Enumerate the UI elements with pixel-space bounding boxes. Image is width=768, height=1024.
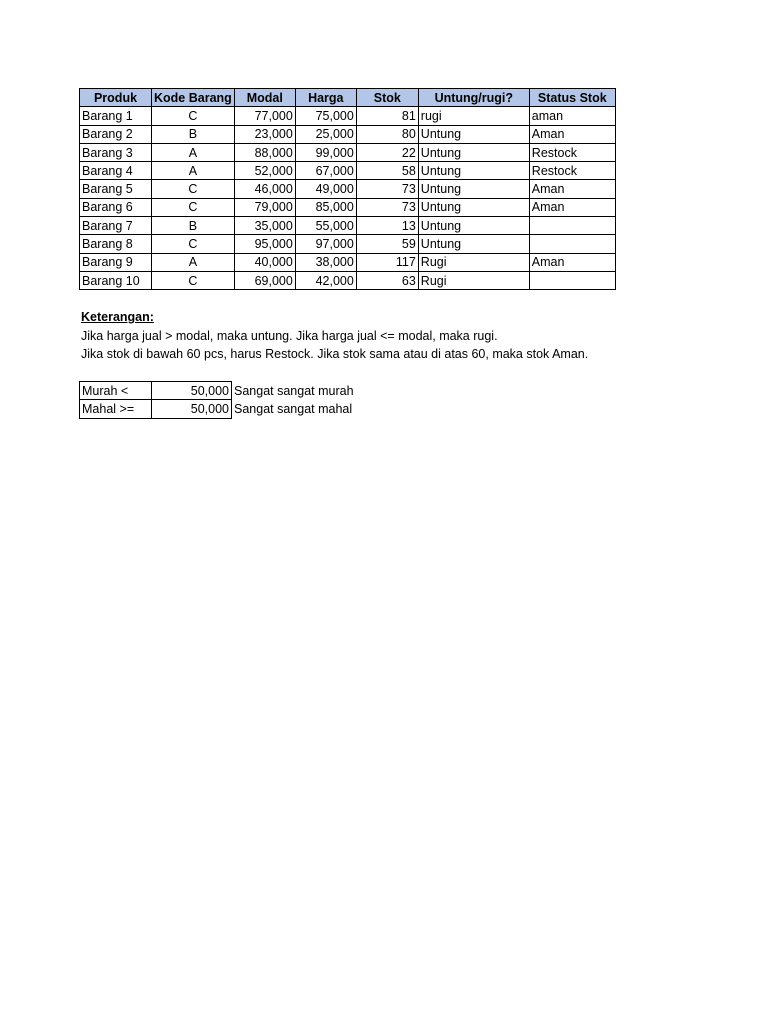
cell-produk[interactable]: Barang 6	[80, 198, 152, 216]
cell-untung-rugi[interactable]: Untung	[418, 235, 529, 253]
cell-status-stok[interactable]: Aman	[529, 180, 615, 198]
cell-produk[interactable]: Barang 8	[80, 235, 152, 253]
cell-kode-barang[interactable]: A	[152, 143, 235, 161]
cell-kode-barang[interactable]: B	[152, 217, 235, 235]
cell-status-stok[interactable]: Restock	[529, 143, 615, 161]
cell-stok[interactable]: 117	[356, 253, 418, 271]
cell-untung-rugi[interactable]: Untung	[418, 125, 529, 143]
cell-modal[interactable]: 23,000	[234, 125, 295, 143]
cell-kode-barang[interactable]: A	[152, 162, 235, 180]
table-row	[80, 271, 616, 289]
cell-stok[interactable]: 73	[356, 180, 418, 198]
table-row	[80, 143, 616, 161]
header-cell-harga[interactable]: Harga	[295, 89, 356, 107]
cell-stok[interactable]: 80	[356, 125, 418, 143]
cell-kode-barang[interactable]: A	[152, 253, 235, 271]
table-row	[80, 198, 616, 216]
cell-status-stok[interactable]: aman	[529, 107, 615, 125]
cell-modal[interactable]: 40,000	[234, 253, 295, 271]
cell-untung-rugi[interactable]: Untung	[418, 180, 529, 198]
cell-produk[interactable]: Barang 4	[80, 162, 152, 180]
cell-stok[interactable]: 22	[356, 143, 418, 161]
header-cell-modal[interactable]: Modal	[234, 89, 295, 107]
cell-harga[interactable]: 38,000	[295, 253, 356, 271]
cell-status-stok[interactable]	[529, 271, 615, 289]
table-row	[80, 235, 616, 253]
cell-kode-barang[interactable]: B	[152, 125, 235, 143]
cell-kode-barang[interactable]: C	[152, 107, 235, 125]
cell-untung-rugi[interactable]: Untung	[418, 217, 529, 235]
cell-kode-barang[interactable]: C	[152, 180, 235, 198]
header-cell-stok[interactable]: Stok	[356, 89, 418, 107]
cell-stok[interactable]: 58	[356, 162, 418, 180]
cell-produk[interactable]: Barang 2	[80, 125, 152, 143]
table-row	[80, 125, 616, 143]
cell-produk[interactable]: Barang 1	[80, 107, 152, 125]
cell-harga[interactable]: 99,000	[295, 143, 356, 161]
header-cell-produk[interactable]: Produk	[80, 89, 152, 107]
cell-harga[interactable]: 25,000	[295, 125, 356, 143]
cell-status-stok[interactable]: Aman	[529, 198, 615, 216]
cell-harga[interactable]: 85,000	[295, 198, 356, 216]
price-level-row	[80, 382, 357, 400]
cell-untung-rugi[interactable]: Untung	[418, 143, 529, 161]
price-level-value[interactable]: 50,000	[152, 400, 232, 418]
cell-modal[interactable]: 77,000	[234, 107, 295, 125]
header-cell-kode-barang[interactable]: Kode Barang	[152, 89, 235, 107]
cell-modal[interactable]: 35,000	[234, 217, 295, 235]
cell-status-stok[interactable]: Restock	[529, 162, 615, 180]
cell-untung-rugi[interactable]: Untung	[418, 162, 529, 180]
cell-harga[interactable]: 75,000	[295, 107, 356, 125]
header-cell-untung-rugi[interactable]: Untung/rugi?	[418, 89, 529, 107]
cell-harga[interactable]: 42,000	[295, 271, 356, 289]
cell-harga[interactable]: 49,000	[295, 180, 356, 198]
product-table	[79, 88, 616, 290]
cell-status-stok[interactable]: Aman	[529, 125, 615, 143]
cell-status-stok[interactable]	[529, 217, 615, 235]
notes-line-stock-rule[interactable]: Jika stok di bawah 60 pcs, harus Restock. Jika stok sama atau di atas 60, maka stok Aman.	[81, 347, 589, 361]
cell-produk[interactable]: Barang 7	[80, 217, 152, 235]
cell-modal[interactable]: 52,000	[234, 162, 295, 180]
cell-kode-barang[interactable]: C	[152, 271, 235, 289]
cell-status-stok[interactable]	[529, 235, 615, 253]
cell-status-stok[interactable]: Aman	[529, 253, 615, 271]
price-level-table	[79, 381, 357, 419]
cell-modal[interactable]: 95,000	[234, 235, 295, 253]
price-level-label[interactable]: Murah <	[80, 382, 152, 400]
notes-line-profit-rule[interactable]: Jika harga jual > modal, maka untung. Jika harga jual <= modal, maka rugi.	[81, 328, 498, 343]
price-level-label[interactable]: Mahal >=	[80, 400, 152, 418]
cell-modal[interactable]: 69,000	[234, 271, 295, 289]
notes-block	[81, 308, 588, 364]
cell-produk[interactable]: Barang 10	[80, 271, 152, 289]
price-level-row	[80, 400, 357, 418]
table-row	[80, 162, 616, 180]
cell-stok[interactable]: 13	[356, 217, 418, 235]
cell-untung-rugi[interactable]: Rugi	[418, 271, 529, 289]
price-level-value[interactable]: 50,000	[152, 382, 232, 400]
cell-stok[interactable]: 73	[356, 198, 418, 216]
cell-modal[interactable]: 46,000	[234, 180, 295, 198]
price-level-description[interactable]: Sangat sangat murah	[234, 383, 354, 398]
notes-title[interactable]: Keterangan:	[81, 310, 154, 324]
table-row	[80, 107, 616, 125]
cell-untung-rugi[interactable]: rugi	[418, 107, 529, 125]
cell-produk[interactable]: Barang 9	[80, 253, 152, 271]
cell-modal[interactable]: 88,000	[234, 143, 295, 161]
cell-harga[interactable]: 55,000	[295, 217, 356, 235]
cell-stok[interactable]: 81	[356, 107, 418, 125]
cell-stok[interactable]: 63	[356, 271, 418, 289]
cell-produk[interactable]: Barang 5	[80, 180, 152, 198]
table-row	[80, 253, 616, 271]
cell-modal[interactable]: 79,000	[234, 198, 295, 216]
header-cell-status-stok[interactable]: Status Stok	[529, 89, 615, 107]
cell-harga[interactable]: 97,000	[295, 235, 356, 253]
cell-stok[interactable]: 59	[356, 235, 418, 253]
cell-harga[interactable]: 67,000	[295, 162, 356, 180]
cell-kode-barang[interactable]: C	[152, 198, 235, 216]
cell-untung-rugi[interactable]: Rugi	[418, 253, 529, 271]
price-level-description[interactable]: Sangat sangat mahal	[234, 401, 353, 416]
cell-produk[interactable]: Barang 3	[80, 143, 152, 161]
cell-kode-barang[interactable]: C	[152, 235, 235, 253]
cell-untung-rugi[interactable]: Untung	[418, 198, 529, 216]
table-row	[80, 180, 616, 198]
table-row	[80, 217, 616, 235]
header-row	[80, 89, 616, 107]
